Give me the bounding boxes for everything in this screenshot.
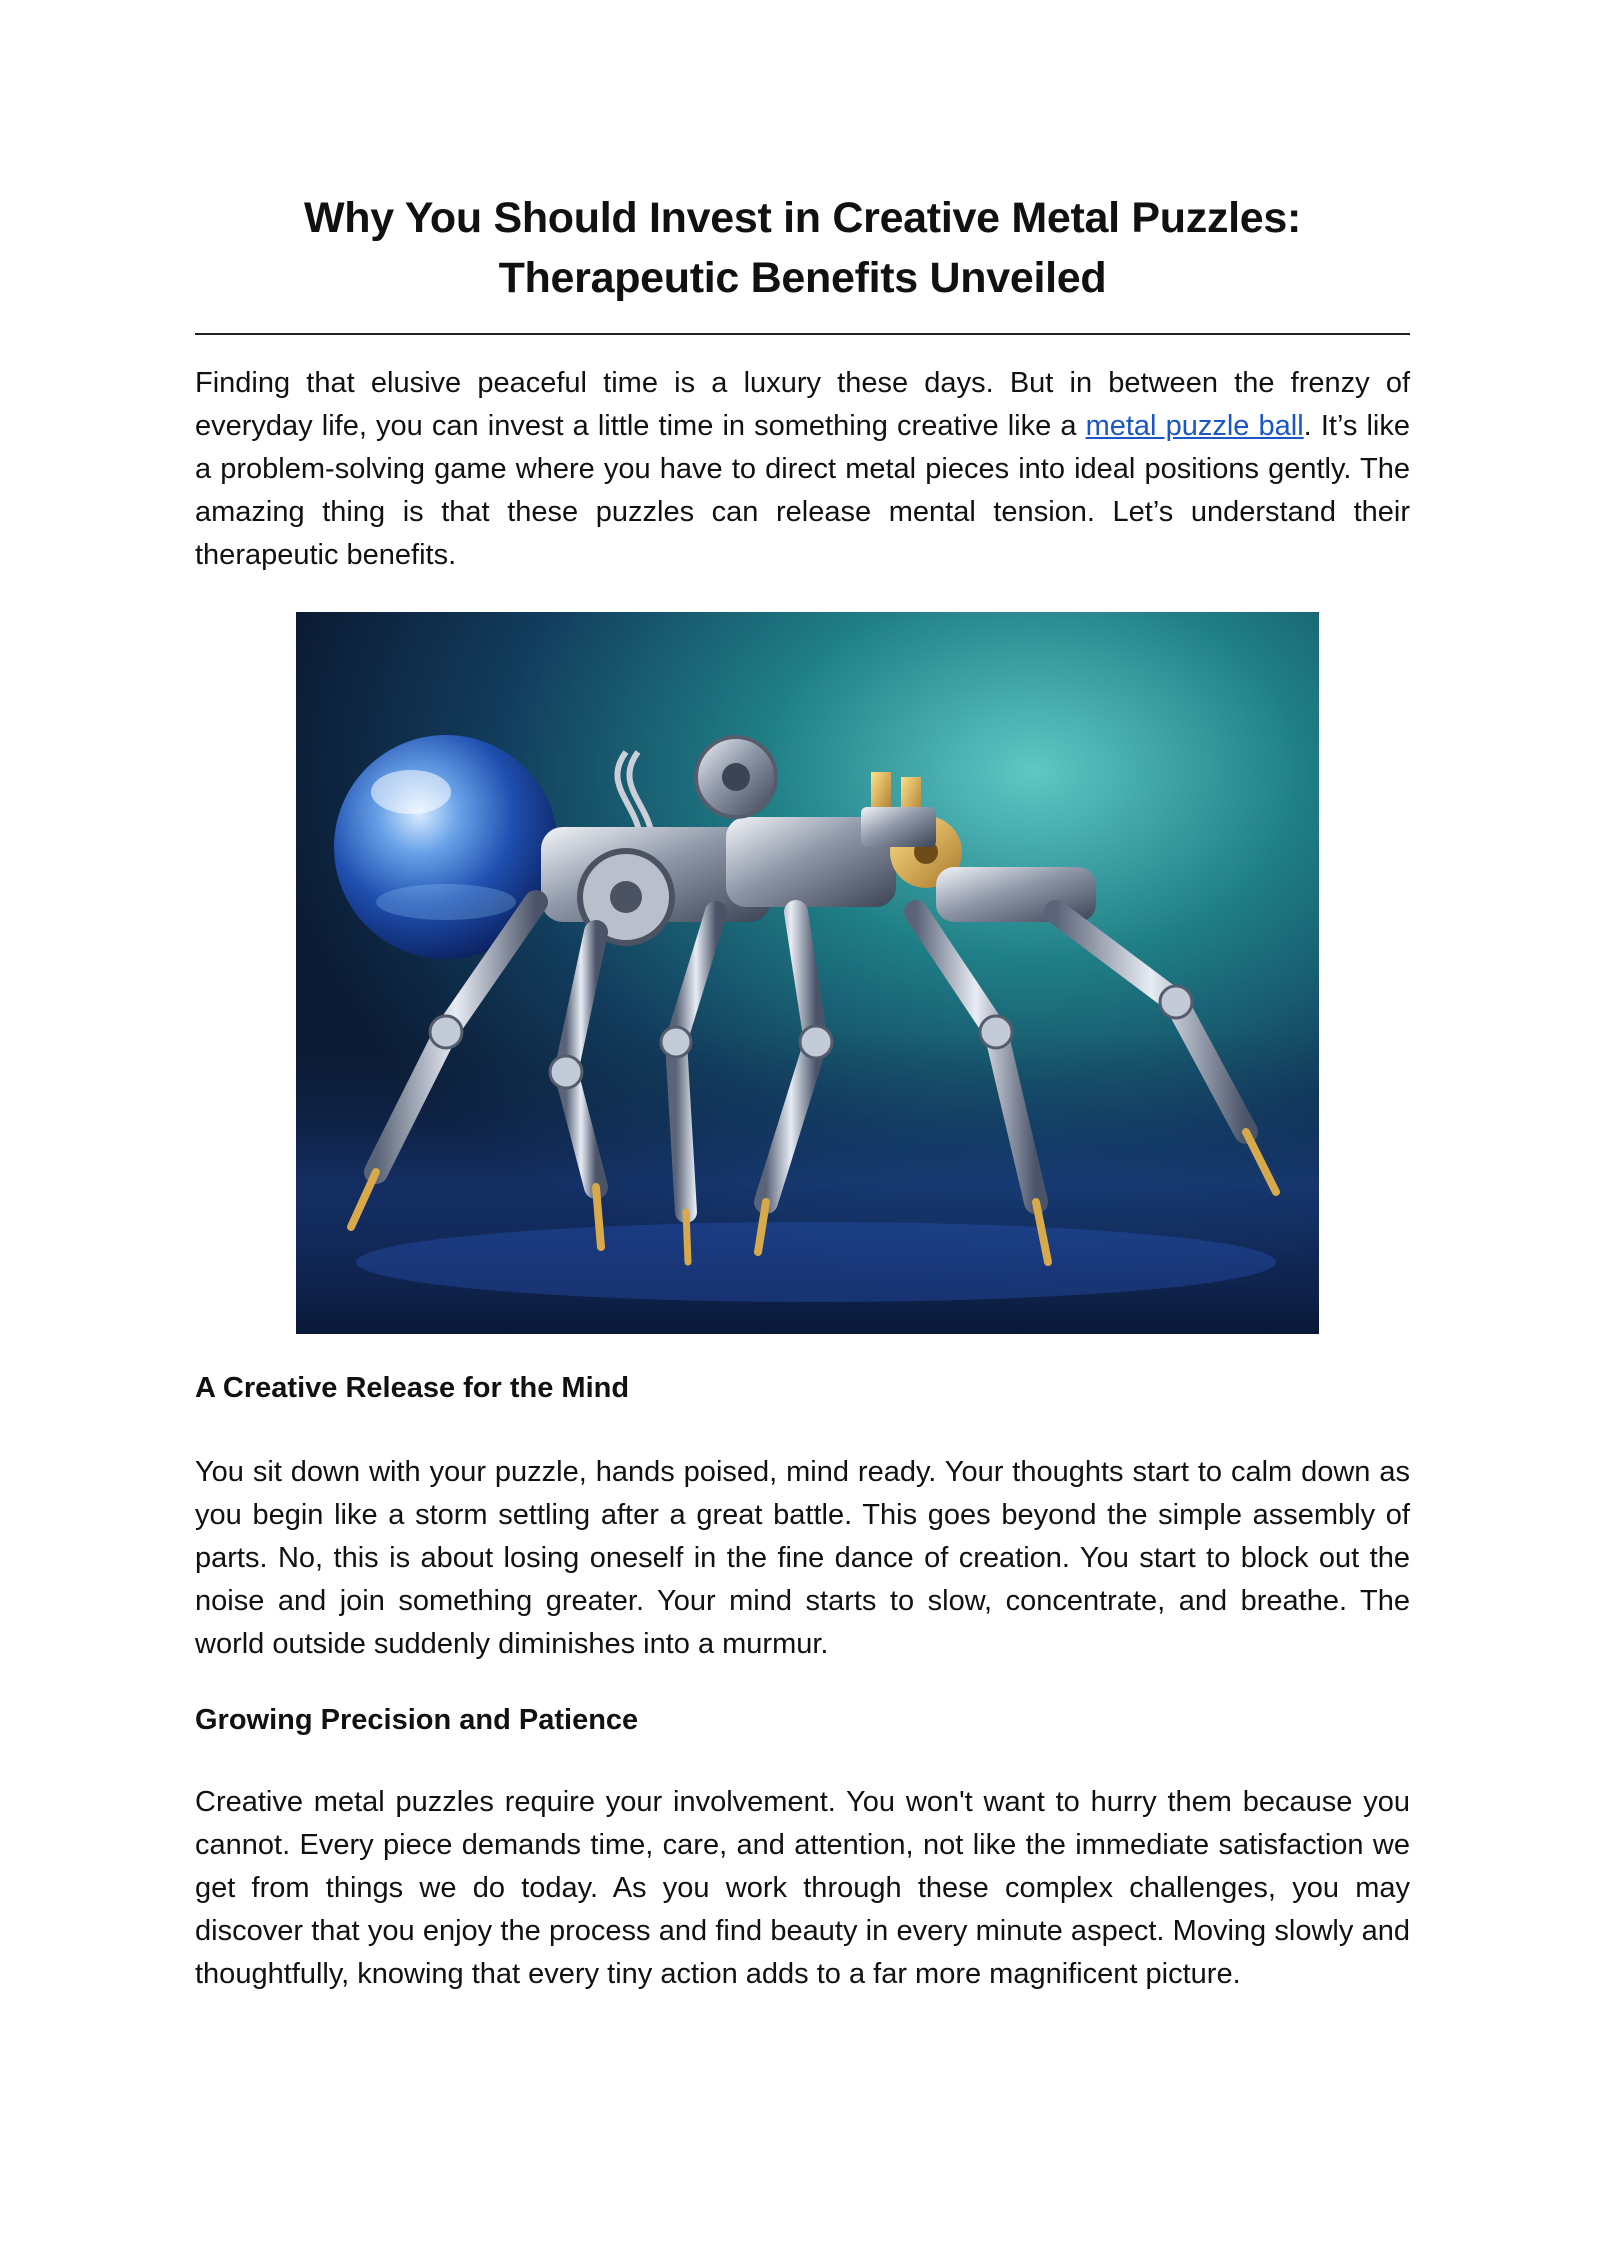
title-line-1: Why You Should Invest in Creative Metal Puzzles: <box>303 194 1302 242</box>
section-heading-precision-patience: Growing Precision and Patience <box>195 1704 639 1736</box>
metal-spider-puzzle-photo <box>296 612 1319 1334</box>
page-title <box>195 188 1410 308</box>
title-line-2: Therapeutic Benefits Unveiled <box>498 254 1107 302</box>
section-body-creative-release: You sit down with your puzzle, hands poised, mind ready. Your thoughts start to calm down as you begin like a storm settling after a great battle. This goes beyond the simple assembly of parts. No, this is about losing oneself in the fine dance of creation. You start to block out the noise and join something greater. Your mind starts to slow, concentrate, and breathe. The world outside suddenly diminishes into a murmur. <box>195 1456 1410 1660</box>
title-underline-divider <box>195 333 1410 335</box>
section-body-precision-patience: Creative metal puzzles require your involvement. You won't want to hurry them because you cannot. Every piece demands time, care, and attention, not like the immediate satisfaction we get from things we do today. As you work through these complex challenges, you may discover that you enjoy the process and find beauty in every minute aspect. Moving slowly and thoughtfully, knowing that every tiny action adds to a far more magnificent picture. <box>195 1786 1410 1990</box>
intro-text-after-link: . It’s like a problem-solving game where you have to direct metal pieces into ideal positions gently. The amazing thing is that these puzzles can release mental tension. Let’s understand their therapeutic benefits. <box>195 410 1410 571</box>
intro-paragraph <box>195 362 1410 577</box>
metal-puzzle-ball-link[interactable]: metal puzzle ball <box>1085 410 1304 442</box>
intro-text-before-link: Finding that elusive peaceful time is a luxury these days. But in between the frenzy of everyday life, you can invest a little time in something creative like a <box>195 367 1410 442</box>
section-heading-creative-release: A Creative Release for the Mind <box>195 1372 630 1404</box>
